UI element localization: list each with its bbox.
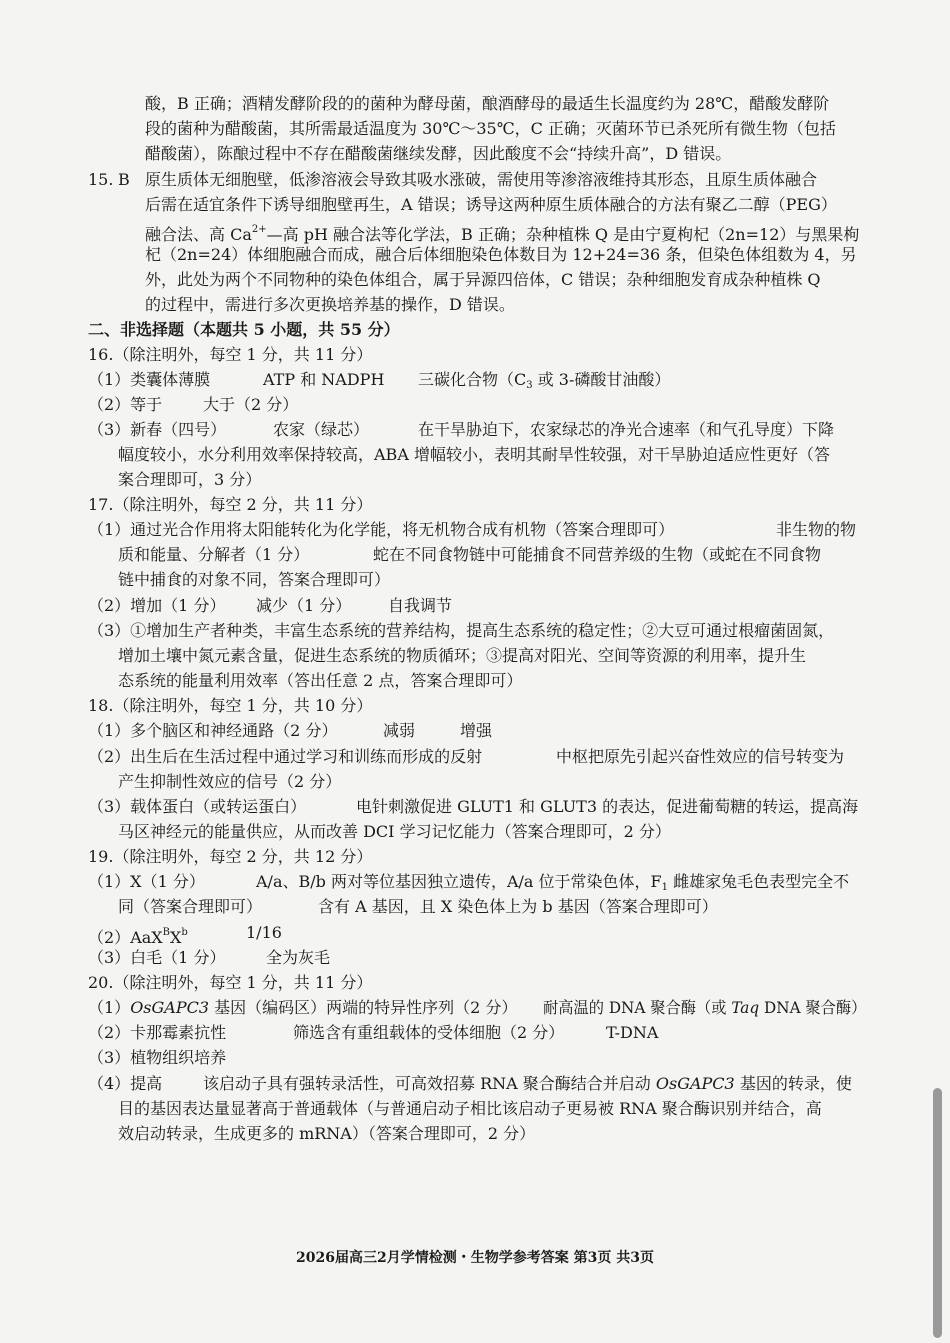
- q16-answer-3-line-2: 幅度较小，水分利用效率保持较高，ABA 增幅较小，表明其耐旱性较强，对干旱胁迫适应性更好（答: [118, 445, 830, 464]
- q14-line-2: 段的菌种为醋酸菌，其所需最适温度为 30℃～35℃，C 正确；灭菌环节已杀死所有微生物（包括: [145, 119, 836, 138]
- q17-answer-3-line-3: 态系统的能量利用效率（答出任意 2 点，答案合理即可）: [118, 671, 523, 690]
- taq-italic: Taq: [731, 998, 760, 1017]
- q19-answer-1: （1）X（1 分）: [88, 872, 205, 891]
- q20-answer-4-line-3: 效启动转录，生成更多的 mRNA）（答案合理即可，2 分）: [118, 1124, 536, 1143]
- q20-heading: 20.（除注明外，每空 1 分，共 11 分）: [88, 973, 373, 992]
- gene-name: OsGAPC3: [130, 998, 210, 1017]
- calcium-charge-superscript: 2+: [251, 224, 267, 235]
- q18-heading: 18.（除注明外，每空 1 分，共 10 分）: [88, 696, 373, 715]
- q16-answer-3: （3）新春（四号）: [88, 420, 227, 439]
- q17-heading: 17.（除注明外，每空 2 分，共 11 分）: [88, 495, 373, 514]
- q15-line-2: 后需在适宜条件下诱导细胞壁再生，A 错误；诱导这两种原生质体融合的方法有聚乙二醇（PEG）: [145, 195, 837, 214]
- q18-answer-1: （1）多个脑区和神经通路（2 分）: [88, 721, 338, 740]
- q18-answer-3: （3）载体蛋白（或转运蛋白）: [88, 797, 307, 816]
- q14-line-3: 醋酸菌），陈酿过程中不存在醋酸菌继续发酵，因此酸度不会“持续升高”，D 错误。: [145, 144, 732, 163]
- q20-answer-2c: T-DNA: [606, 1023, 659, 1042]
- q17-answer-1: （1）通过光合作用将太阳能转化为化学能，将无机物合成有机物（答案合理即可）: [88, 520, 675, 539]
- q19-answer-1-line-2b: 含有 A 基因，且 X 染色体上为 b 基因（答案合理即可）: [318, 897, 718, 916]
- q17-answer-2b: 减少（1 分）: [256, 596, 352, 615]
- q18-answer-2b: 中枢把原先引起兴奋性效应的信号转变为: [556, 747, 845, 766]
- q15-number: 15.: [88, 170, 114, 189]
- q20-answer-4b: [203, 1072, 852, 1096]
- q17-answer-2: （2）增加（1 分）: [88, 596, 226, 615]
- q19-answer-1b: [256, 870, 849, 894]
- q18-answer-1b: 减弱: [383, 721, 416, 740]
- q14-line-1: 酸，B 正确；酒精发酵阶段的的菌种为酵母菌，酿酒酵母的最适生长温度约为 28℃，醋酸发酵阶: [145, 94, 830, 113]
- q20-answer-1: [88, 996, 517, 1020]
- q20-answer-2: （2）卡那霉素抗性: [88, 1023, 227, 1042]
- q19-answer-3: （3）白毛（1 分）: [88, 948, 226, 967]
- q16-answer-1: （1）类囊体薄膜: [88, 370, 211, 389]
- q16-heading: 16.（除注明外，每空 1 分，共 11 分）: [88, 345, 373, 364]
- q19-heading: 19.（除注明外，每空 2 分，共 12 分）: [88, 847, 373, 866]
- q16-answer-1c-part1: 三碳化合物（C: [418, 370, 527, 389]
- q17-answer-3: （3）①增加生产者种类，丰富生态系统的营养结构，提高生态系统的稳定性；②大豆可通过根瘤菌固氮，: [88, 621, 835, 640]
- q16-answer-3b: 农家（绿芯）: [273, 420, 370, 439]
- q15-line-4: 杞（2n=24）体细胞融合而成，融合后体细胞染色体数目为 12+24=36 条，但染色体组数为 4，另: [145, 245, 857, 264]
- q20-answer-1b: [543, 996, 866, 1020]
- q20-answer-1-rest: 基因（编码区）两端的特异性序列（2 分）: [209, 998, 518, 1017]
- q16-answer-1c-part2: 或 3-磷酸甘油酸）: [532, 370, 671, 389]
- q17-answer-1b: 非生物的物: [776, 520, 857, 539]
- q20-answer-1b-part2: DNA 聚合酶）: [759, 998, 867, 1017]
- q19-answer-1-line-2: 同（答案合理即可）: [118, 897, 263, 916]
- q16-answer-1c: [418, 368, 670, 392]
- q20-answer-1b-part1: 耐高温的 DNA 聚合酶（或: [543, 998, 732, 1017]
- q17-answer-1-line-2: 质和能量、分解者（1 分）: [118, 545, 310, 564]
- q20-answer-1-prefix: （1）: [88, 998, 131, 1017]
- q15-line-6: 的过程中，需进行多次更换培养基的操作，D 错误。: [145, 295, 515, 314]
- scrollbar-thumb[interactable]: [933, 1088, 942, 1338]
- q16-answer-1b: ATP 和 NADPH: [263, 370, 385, 389]
- q17-answer-3-line-2: 增加土壤中氮元素含量，促进生态系统的物质循环；③提高对阳光、空间等资源的利用率，提升生: [118, 646, 807, 665]
- q18-answer-2: （2）出生后在生活过程中通过学习和训练而形成的反射: [88, 747, 483, 766]
- q16-answer-2: （2）等于: [88, 395, 163, 414]
- q19-answer-1b-part1: A/a、B/b 两对等位基因独立遗传，A/a 位于常染色体，F: [256, 872, 662, 891]
- q20-answer-3: （3）植物组织培养: [88, 1048, 227, 1067]
- q18-answer-1c: 增强: [460, 721, 493, 740]
- q15-line-1: 原生质体无细胞壁，低渗溶液会导致其吸水涨破，需使用等渗溶液维持其形态，且原生质体融合: [145, 170, 818, 189]
- q15-line-3a: 融合法、高 Ca: [145, 225, 252, 244]
- carbon-subscript: 3: [526, 380, 533, 391]
- genotype-part1: AaX: [130, 928, 163, 947]
- q20-answer-2b: 筛选含有重组载体的受体细胞（2 分）: [293, 1023, 565, 1042]
- q19-answer-3b: 全为灰毛: [266, 948, 331, 967]
- allele-superscript-2: b: [181, 927, 188, 938]
- q17-answer-1-line-3: 链中捕食的对象不同，答案合理即可）: [118, 570, 391, 589]
- q19-answer-2: [88, 921, 188, 945]
- q18-answer-3b: 电针刺激促进 GLUT1 和 GLUT3 的表达，促进葡萄糖的转运，提高海: [356, 797, 859, 816]
- gene-name-2: OsGAPC3: [655, 1074, 735, 1093]
- generation-subscript: 1: [661, 882, 669, 893]
- q15-line-5: 外，此处为两个不同物种的染色体组合，属于异源四倍体，C 错误；杂种细胞发育成杂种植株 Q: [145, 270, 821, 289]
- q19-answer-2-prefix: （2）: [88, 928, 131, 947]
- q15-line-3: [145, 218, 859, 242]
- q16-answer-3c: 在干旱胁迫下，农家绿芯的净光合速率（和气孔导度）下降: [418, 420, 835, 439]
- q16-answer-2b: 大于（2 分）: [203, 395, 299, 414]
- genotype-part2: X: [170, 928, 182, 947]
- q20-answer-4b-part1: 该启动子具有强转录活性，可高效招募 RNA 聚合酶结合并启动: [203, 1074, 656, 1093]
- q15-line-3b: —高 pH 融合法等化学法，B 正确；杂种植株 Q 是由宁夏枸杞（2n=12）与黑果枸: [266, 225, 860, 244]
- allele-superscript-1: B: [162, 927, 171, 938]
- section-heading: 二、非选择题（本题共 5 小题，共 55 分）: [88, 320, 400, 339]
- q17-answer-2c: 自我调节: [388, 596, 453, 615]
- q20-answer-4: （4）提高: [88, 1074, 163, 1093]
- q20-answer-4-line-2: 目的基因表达量显著高于普通载体（与普通启动子相比该启动子更易被 RNA 聚合酶识别并结合，高: [118, 1099, 822, 1118]
- q17-answer-1-line-2b: 蛇在不同食物链中可能捕食不同营养级的生物（或蛇在不同食物: [373, 545, 822, 564]
- q15-answer: B: [118, 170, 130, 189]
- q19-answer-1b-part2: 雌雄家兔毛色表型完全不: [668, 872, 850, 891]
- q19-answer-2b: 1/16: [246, 923, 282, 942]
- q20-answer-4b-part2: 基因的转录，使: [734, 1074, 852, 1093]
- q16-answer-3-line-3: 案合理即可，3 分）: [118, 470, 262, 489]
- q18-answer-3-line-2: 马区神经元的能量供应，从而改善 DCI 学习记忆能力（答案合理即可，2 分）: [118, 822, 671, 841]
- q18-answer-2-line-2: 产生抑制性效应的信号（2 分）: [118, 772, 342, 791]
- page-footer: 2026届高三2月学情检测・生物学参考答案 第3页 共3页: [296, 1250, 654, 1266]
